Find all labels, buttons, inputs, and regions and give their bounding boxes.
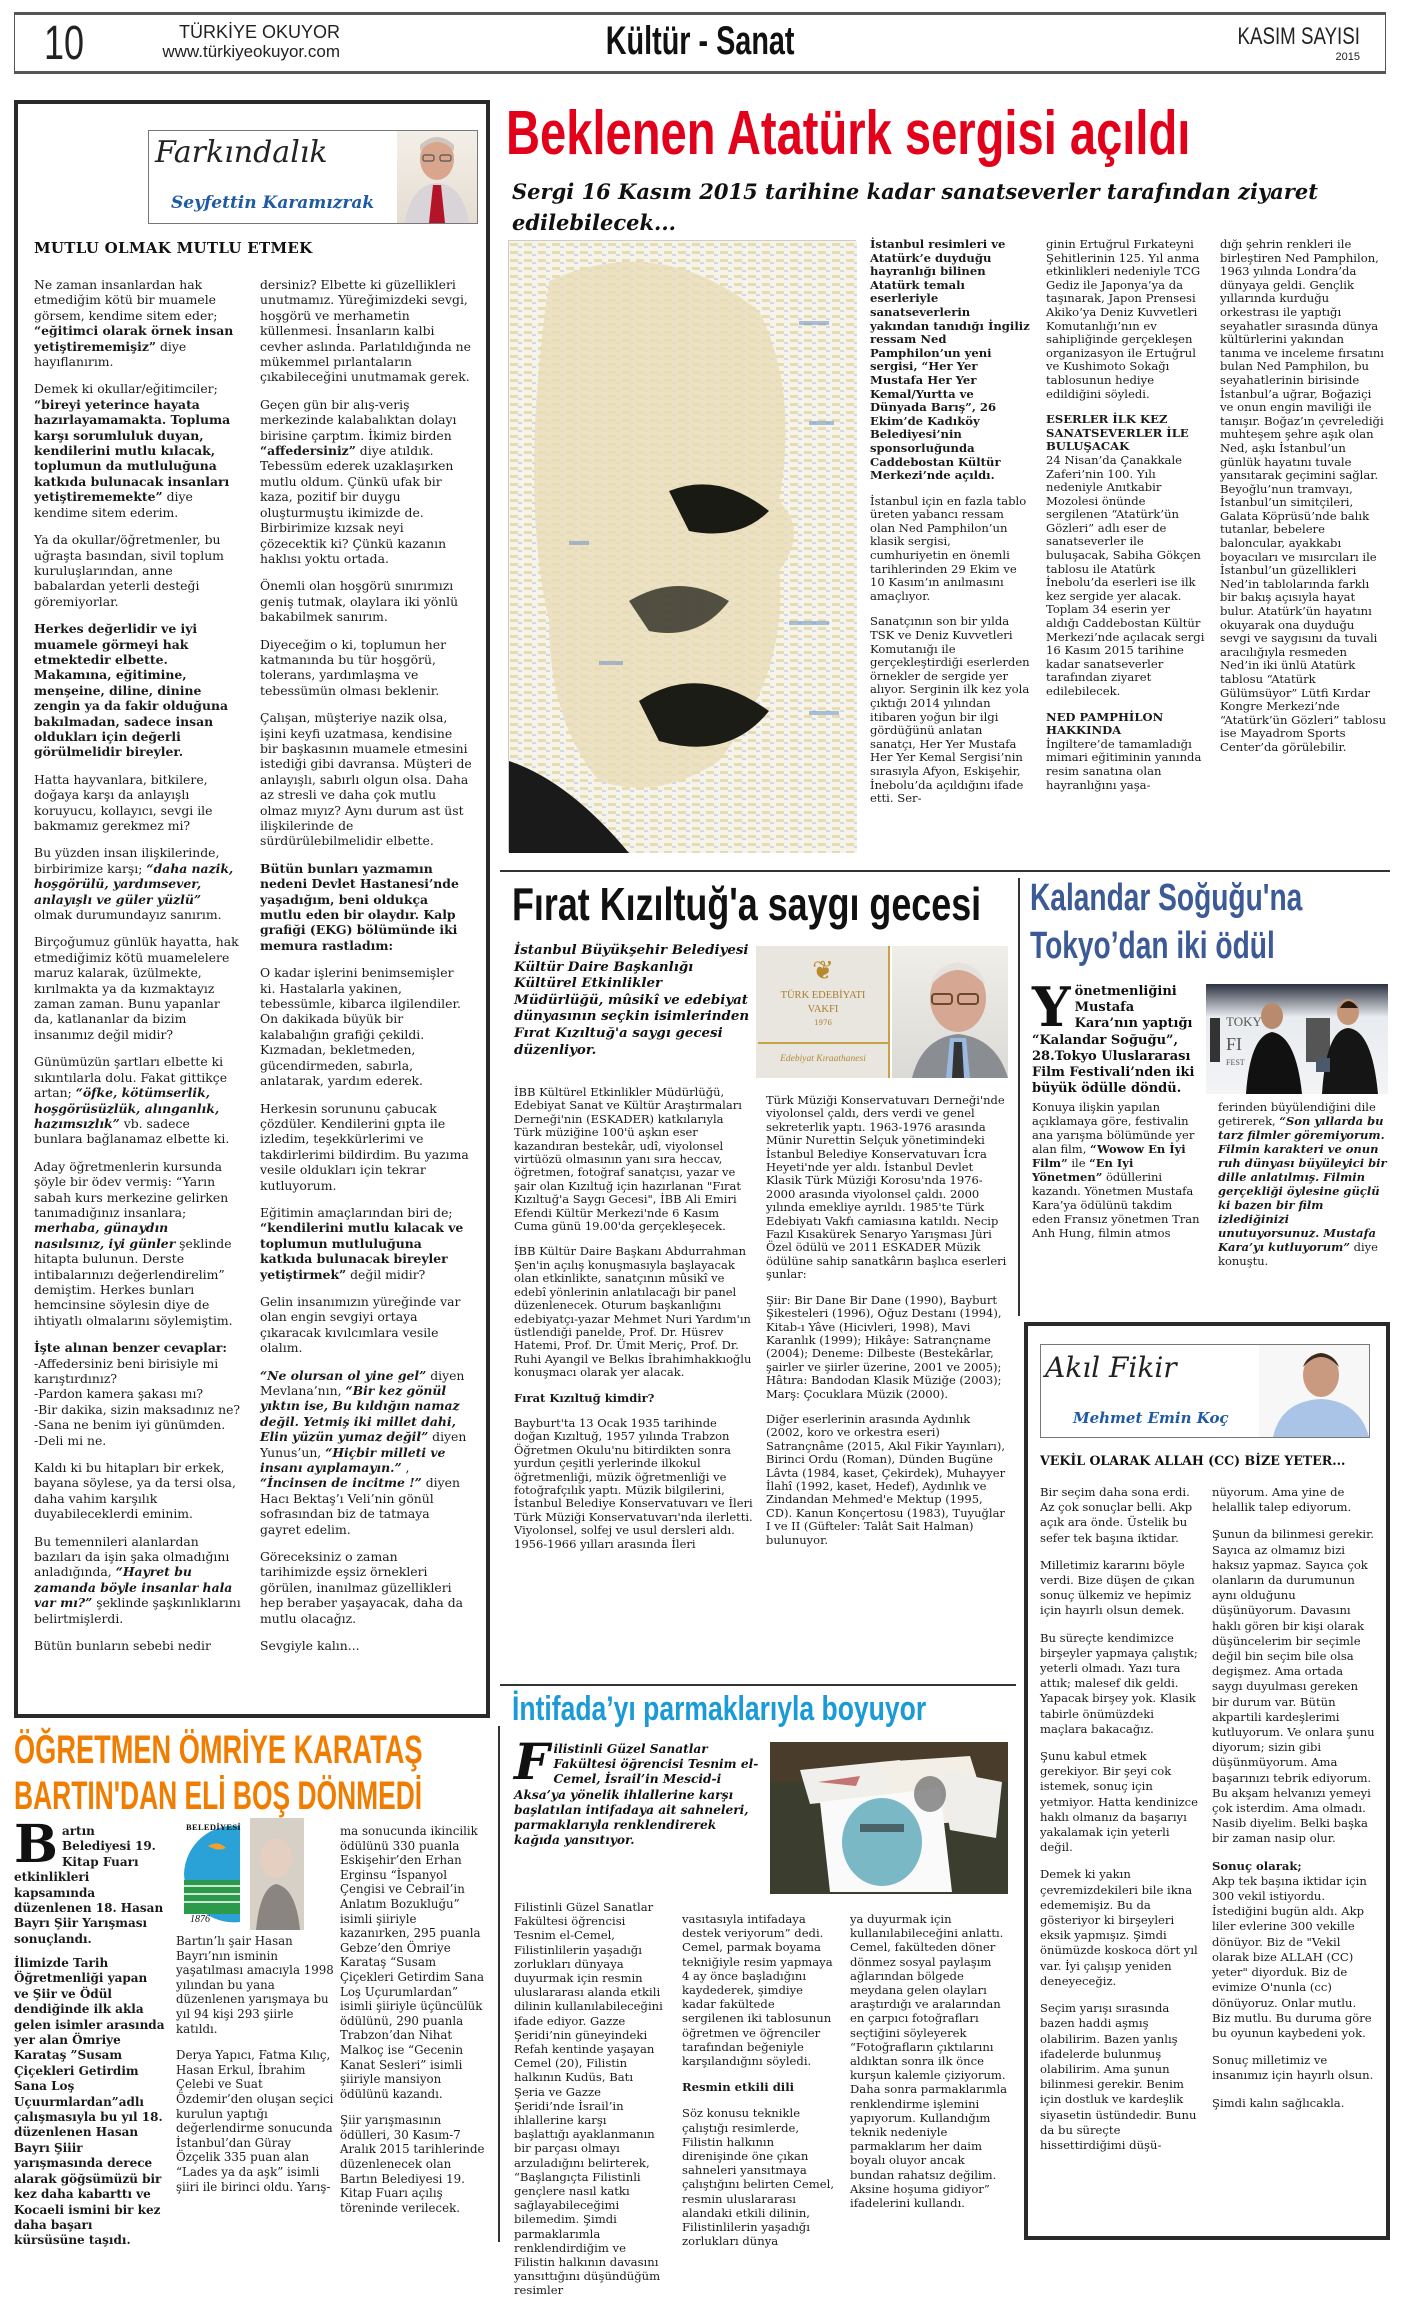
text-run: Herkesin sorununu çabucak çözdüler. Kendilerini gıpta ile izledim, teşekkürlerimi ve takdirlerimi bildirdim. Bu yazıma vesile oldukları için tekrar kutluyorum. (260, 1100, 469, 1193)
text-run: Demek ki okullar/eğitimciler; (34, 381, 218, 397)
paragraph (1032, 1100, 1200, 1240)
text-run: diyen Yunus’un, (260, 1429, 467, 1460)
bold-italic-text: “daha nazik, hoşgörülü, yardımsever, anlayışlı ve güler yüzlü” (34, 860, 234, 907)
ataturk-body-col3 (1220, 238, 1388, 767)
karatas-lead: Bartın Belediyesi 19. Kitap Fuarı etkinlikleri kapsamında düzenlenen 18. Hasan Bayrı Şiir Yarışması sonuçlandı. (14, 1814, 164, 1946)
paragraph (1212, 1527, 1376, 1846)
vakif-year: 1976 (814, 1019, 832, 1027)
column-author: Seyfettin Karamızrak (171, 193, 375, 213)
text-run: Gelin insanımızın yüreğinde var olan engin sevgiyi ortaya çıkaracak kıvılcımlara vesile olalım. (260, 1293, 461, 1356)
text-run: Kaldı ki bu hitapları bir erkek, bayana söylese, ya da tersi olsa, daha vahim karşılık duyabileceklerdi eminim. (34, 1460, 236, 1522)
text-run: Demek ki yakın çevremizdekileri bile ikna edememişiz. Bu da gösteriyor ki birşeyleri eksik yapmışız. Şimdi önümüzde koskoca dört yıl var. İyi çalışıp yeniden deneyeceğiz. (1040, 1867, 1198, 1988)
lead-intifada: Filistinli Güzel Sanatlar Fakültesi öğrencisi Tesnim el-Cemel, İsrail’in Mescid-i Aksa’ya yönelik ihlallerine karşı başlatılan intifadaya ait sahneleri, parmaklarıyla renklendirerek kağıda yansıtıyor. (514, 1732, 759, 1848)
vakif-subname: VAKFI (807, 1004, 839, 1015)
author-portrait (1259, 1345, 1369, 1437)
karatas-body-col2 (176, 1934, 336, 2206)
paragraph (514, 1417, 754, 1551)
bartin-logo-and-portrait (178, 1818, 304, 1930)
bold-text: İstanbul resimleri ve Atatürk’e duyduğu hayranlığı bilinen Atatürk temalı eserleriyle sanatseverlerin yakından tanıdığı İngiliz ressam Ned Pamphilon’un yeni sergisi, “Her Yer Mustafa Her Yer Kemal/Yurtta ve Dünyada Barış”, 26 Ekim’de Kadıköy Belediyesi’nin sponsorluğunda Caddebostan Kültür Merkezi’nde açıldı. (870, 237, 1030, 483)
kalandar-body-col1 (1032, 1100, 1200, 1252)
text-run: diye atıldık. Tebessüm ederek uzaklaşırken mutlu oldum. Çünkü ufak bir kaza, pozitif bir duygu oluşturmuştu ikimizde de. Birbirimize kızsak neyi çözecektik ki? Çünkü kazanın haklısı yoktu ortada. (260, 443, 454, 566)
bold-text: “kendilerini mutlu kılacak ve toplumun mutluluğuna katkıda bulunacak bireyler yetiştirmek” (260, 1220, 464, 1282)
text-run: diyen Hacı Bektaş’ı Veli’nin gönül sofrasından biz de tatmaya gayret edelim. (260, 1475, 460, 1537)
text-run: Eğitimin amaçlarından biri de; (260, 1204, 453, 1220)
paragraph (1220, 238, 1388, 755)
ataturk-body-col1 (870, 238, 1030, 818)
kiraathane-sign: Edebiyat Kıraathanesi (780, 1054, 866, 1064)
publication-name: TÜRKİYE OKUYOR (178, 22, 340, 42)
paragraph (260, 397, 472, 566)
paragraph (766, 1094, 1008, 1282)
text-run: Çalışan, müşteriye nazik olsa, işini keyfi uzatmasa, kendisine bir başkasının muamele etmesini istediği gibi davransa. Müşteri de anlayışlı, sabırlı olgun olsa. Daha az stresli ve daha çok mutlu olmaz mıyız? Aynı durum ast üst ilişkilerinde de sürdürülebilmelidir elbette. (260, 710, 472, 849)
bold-text: ESERLER İLK KEZ SANATSEVERLER İLE BULUŞACAK (1046, 412, 1189, 454)
intifada-paintings-photo (770, 1742, 1008, 1894)
text-run: , (401, 1460, 410, 1476)
text-run: Geçen gün bir alış-veriş merkezinde kalabalıktan dolayı birisine çarptım. İkimiz birden (260, 396, 457, 443)
paragraph (870, 238, 1030, 483)
paragraph (766, 1294, 1008, 1401)
text-run: Bütün bunların sebebi nedir (34, 1638, 211, 1654)
text-run: -Sana ne benim iyi günümden. (34, 1417, 226, 1433)
drop-cap: B (14, 1814, 58, 1875)
subheadline-ataturk: Sergi 16 Kasım 2015 tarihine kadar sanatseverler tarafından ziyaret edilebilecek... (512, 179, 1318, 235)
bold-italic-text: “öfke, kötümserlik, hoşgörüsüzlük, alınganlık, hazımsızlık” (34, 1085, 220, 1131)
text-run: ödüllerini kazandı. Yönetmen Mustafa Kara’ya ödülünü takdim eden Fransız yönetmen Tran Anh Hung, filmin atmos (1032, 1170, 1200, 1240)
kalandar-body-col2 (1218, 1100, 1390, 1280)
bold-text: Sonuç olarak; (1212, 1858, 1302, 1873)
festival-backdrop-text2: FI (1226, 1034, 1243, 1054)
paragraph (1040, 2001, 1202, 2153)
page-number: 10 (44, 17, 85, 70)
text-run: Günümüzün şartları elbette ki sıkıntılarla dolu. Fakat gittikçe artan; (34, 1054, 228, 1101)
column-name: Farkındalık (155, 135, 328, 170)
paragraph (514, 1392, 754, 1405)
text-run: Seçim yarışı sırasında bazen haddi aşmış olabilirim. Bazen yanlış ifadelerde bulunmuş olabilirim. Ama şunun bilinmesi gerekir. Benim için dostluk ve kardeşlik siyasetin üstündedir. Bunu da bu süreçte hissettirdiğimi düşü- (1040, 2001, 1197, 2152)
article-body-col1 (34, 277, 242, 1666)
text-run: Bu yüzden insan ilişkilerinde, birbirimize karşı; (34, 845, 220, 876)
kiziltug-portrait (892, 946, 1008, 1078)
text-run: İBB Kültürel Etkinlikler Müdürlüğü, Edebiyat Sanat ve Kültür Araştırmaları Derneği'nin (ESKADER) katkılarıyla Türk müziğine 100'ü aşkın eser kazandıran bestekâr, udî, viyolonsel virtüözü olmasının yanı sıra heccav, öğretmen, fotoğraf sanatçısı, yazar ve şair olan Kızıltuğ için hazırlanan "Fırat Kızıltuğ'a Saygı Gecesi", İBB Ali Emiri Efendi Kültür Merkezi'nde 6 Kasım Cuma günü 19.00'da gerçekleşecek. (514, 1085, 742, 1234)
text-run: şeklinde hitapta bulunun. Derste intibalarınızı değerlendirelim” demiştim. Herkes bunları hemcinsine söylesin diye de ihtiyatlı olmalarını söylemiştim. (34, 1235, 233, 1328)
text-run: ma sonucunda ikincilik ödülünü 330 puanla Eskişehir’den Erhan Erginsu “İspanyol Çengisi ve Cebrail’in Anlatım Bozukluğu” isimli şiiriyle kazanırken, 295 puanla Gebze’den Ömriye Karataş “Susam Çiçekleri Getirdim Sana Loş Uçurumlardan” isimli şiiriyle üçüncülük ödülünü, 290 puanla Trabzon’dan Nihat Malkoç ise “Gecenin Kanat Sesleri” isimli şiiriyle mansiyon ödülünü kazandı. (340, 1824, 485, 2101)
paragraph (260, 637, 472, 699)
bold-italic-text: “Ne olursan ol yine gel” (260, 1367, 427, 1383)
bold-text: “En Iyi Yönetmen” (1032, 1156, 1134, 1184)
paragraph (1046, 711, 1206, 793)
paragraph (260, 1549, 472, 1626)
akil-fikir-body-col1 (1040, 1485, 1202, 2165)
bold-text: “Wowow En İyi Film” (1032, 1142, 1186, 1170)
text-run: Şunun da bilinmesi gerekir. Sayıca az olmamız bizi haksız yapmaz. Sayıca çok olanların da durumunun aynı olduğunu düşünüyorum. Davasını haklı gören bir kişi olarak düşüncelerim bir seçimle değil bin seçim bile olsa degişmez. Ama ortada saygı duyulması gereken bir durum var. Bütün akpartili kardeşlerimi kutluyorum. Ve onlara şunu diyorum; sizin gibi düşünmüyorum. Ama başarınızı tebrik ediyorum. Bu akşam helvanızı yemeyi çok isterdim. Ama olmadı. Nasib diyelim. Belki başka bir zaman nasip olur. (1212, 1527, 1375, 1846)
lead-kalandar: Yönetmenliğini Mustafa Kara’nın yaptığı “Kalandar Soğuğu”, 28.Tokyo Uluslararası Film Festivali’nden iki büyük ödülle döndü. (1032, 975, 1195, 1097)
text-run: Akp tek başına iktidar için 300 vekil istiyordu. İstediğini bugün aldı. Akp liler evlerine 300 vekille dönüyor. Biz de "Vekil olarak bize ALLAH (CC) yeter" diyorduk. Biz de evimize O'nunla (cc) dönüyoruz. Onlar mutlu. Biz mutlu. Bu duruma göre bu oyunun kaybedeni yok. (1212, 1873, 1372, 2040)
text-run: Bu süreçte kendimizce birşeyler yapmaya çalıştık; yeterli olmadı. Yazı tura attık; malesef dik geldi. Yapacak birşey yok. Klasik tabirle önümüzdeki maçlara bakacağız. (1040, 1630, 1198, 1736)
ataturk-portrait-icon (509, 241, 857, 853)
person-photo-icon (892, 946, 1008, 1078)
article-body-col2 (260, 277, 472, 1666)
paragraph (1040, 1749, 1202, 1855)
divider (498, 1726, 500, 2242)
headline-kiziltug: Fırat Kızıltuğ'a saygı gecesi (512, 878, 982, 930)
bold-text: NED PAMPHİLON HAKKINDA (1046, 709, 1164, 738)
text-run: diye konuştu. (1218, 1240, 1378, 1268)
text-run: İBB Kültür Daire Başkanı Abdurrahman Şen'in açılış konuşmasıyla başlayacak olan etkinlikte, sanatçının mûsikî ve edebî yönlerinin anlatılacağı bir panel düzenlenecek. Oturum başkanlığını edebiyatçı-yazar Mehmet Nuri Yardım'ın üstlendiği panelde, Prof. Dr. Hüsrev Hatemi, Prof. Dr. Ümit Meriç, Prof. Dr. Ruhi Ayangil ve Belkıs İbrahimhakkıoğlu konuşmacı olarak yer alacak. (514, 1244, 752, 1380)
text-run: Diyeceğim o ki, toplumun her katmanında bu tür hoşgörü, tolerans, yardımlaşma ve tebessümün olması beklenir. (260, 636, 447, 698)
paragraph (514, 1245, 754, 1379)
section-title: Kültür - Sanat (605, 19, 795, 63)
paragraph (870, 495, 1030, 604)
kiziltug-photo (756, 946, 1008, 1078)
paragraph (34, 772, 242, 834)
article-title: VEKİL OLARAK ALLAH (CC) BİZE YETER... (1040, 1453, 1346, 1468)
text-run: vb. sadece bunlara bağlanamaz elbette ki. (34, 1115, 230, 1147)
text-run: Şiir yarışmasının ödülleri, 30 Kasım-7 Aralık 2015 tarihlerinde düzenlenecek olan Bartın Belediyesi 19. Kitap Fuarı açılış töreninde verilecek. (340, 2113, 485, 2215)
column-header-farkindalik (148, 130, 478, 224)
bold-italic-text: “Bir kez gönül yıktın ise, Bu kıldığın namaz değil. Yetmiş iki millet dahi, Elin yüzün yumaz değil” (260, 1383, 460, 1445)
text-run: ferinden büyülendiğini dile getirerek, (1218, 1100, 1376, 1128)
paragraph (34, 277, 242, 369)
text-run: olmak durumundayız sanırım. (34, 907, 222, 923)
bold-italic-text: “Hayret bu zamanda böyle insanlar hala var mı?” (34, 1564, 233, 1611)
intifada-body-col3 (850, 1912, 1012, 2222)
ataturk-painting (508, 240, 856, 852)
bold-italic-text: “İncinsen de incitme !” (260, 1475, 422, 1491)
text-run: Türk Müziği Konservatuvarı Derneği'nde viyolonsel çaldı, ders verdi ve genel sekreterlik yaptı. 1963-1976 arasında Münir Nurettin Selçuk yönetimindeki İstanbul Belediye Konservatuvarı İcra Heyeti'nde yer aldı. İstanbul Devlet Klasik Türk Müziği Korosu'nda 1976-2000 arasında viyolonsel çaldı. 2000 yılında emekliye ayrıldı. 1985'te Türk Edebiyatı Vakfı camiasına katıldı. Necip Fazıl Kısakürek Senaryo Yarışması Jüri Özel ödülü ve 2011 ESKADER Müzik ödülüne sahip sanatkârın başlıca eserleri şunlar: (766, 1093, 1007, 1282)
karatas-body-col1: İlimizde Tarih Öğretmenliği yapan ve Şiir ve Ödül dendiğinde ilk akla gelen isimler arasında yer alan Ömriye Karataş ”Susam Çiçekleri Getirdim Sana Loş Uçuurmlardan”adlı çalışmasıyla bu yıl 18. düzenlenen Hasan Bayrı Şiiir yarışmasında derece alarak göğsümüzü bir kez daha kabarttı ve Kocaeli ismini bir kez daha başarı kürsüsüne taşıdı. (14, 1956, 165, 2248)
drop-cap: Y (1032, 975, 1071, 1039)
paragraph (850, 1912, 1012, 2210)
paragraph (682, 2080, 838, 2094)
text-run: Hatta hayvanlara, bitkilere, doğaya karşı da anlayışlı koruyucu, kollayıcı, sevgi ile bakmamız gerekmez mi? (34, 771, 213, 833)
paragraph (34, 621, 242, 760)
paragraph (682, 2106, 838, 2248)
text-run: Şunu kabul etmek gerekiyor. Bir şeyi cok istemek, sonuç için yetmiyor. Hatta kendinizce haklı olmanız da başarıyı yakalamak için yeterli değil. (1040, 1749, 1198, 1855)
paragraph (766, 1413, 1008, 1547)
paragraph (34, 1638, 242, 1653)
vakif-sign (756, 946, 890, 1078)
text-run: şeklinde şaşkınlıklarını belirtmişlerdi. (34, 1595, 241, 1626)
paragraph (682, 1912, 838, 2068)
lead-kiziltug: İstanbul Büyükşehir Belediyesi Kültür Daire Başkanlığı Kültürel Etkinlikler Müdürlüğü, mûsikî ve edebiyat dünyasının seçkin isimlerinden Fırat Kızıltuğ'a saygı gecesi düzenliyor. (514, 942, 750, 1058)
paragraph (340, 2113, 490, 2215)
paragraph (260, 1294, 472, 1356)
column-name: Akıl Fikir (1045, 1351, 1177, 1384)
divider (500, 1684, 1016, 1686)
bold-text: “eğitimci olarak örnek insan yetiştirememişiz” (34, 323, 234, 354)
akil-fikir-body-col2 (1212, 1485, 1376, 2123)
text-run: Sevgiyle kalın... (260, 1638, 360, 1654)
headline-karatas-line1: ÖĞRETMEN ÖMRİYE KARATAŞ (14, 1728, 423, 1772)
finger-paintings-icon (770, 1742, 1008, 1894)
author-portrait (397, 131, 477, 223)
sign-border (758, 1042, 888, 1044)
paragraph (260, 861, 472, 953)
paragraph (34, 934, 242, 1042)
kiziltug-body-col1 (514, 1086, 754, 1563)
text-run: İstanbul için en fazla tablo üreten yabancı ressam olan Ned Pamphilon’un klasik sergisi, cumhuriyetin en önemli tarihlerinden 29 Ekim ve 10 Kasım’ın anılmasını amaçlıyor. (870, 493, 1027, 603)
paragraph (1046, 238, 1206, 401)
text-run: İngiltere’de tamamladığı mimari eğitiminin yanında resim sanatına olan hayranlığını yaşa- (1046, 736, 1202, 792)
text-run: Diğer eserlerinin arasında Aydınlık (2002, koro ve orkestra eseri) Satrançnâme (2015, Akıl Fikir Yayınları), Birinci Ordu (Roman), Dünden Bugüne Lâvta (1984, kaset, Çekirdek), Muhayyer İlahî (1992, kaset, Hedef), Aydınlık ve Zindandan Mehmed'e Mektup (1995, CD). Kanun Konçertosu (1983), Tuyuğlar I ve II (Güfteler: Talât Sait Halman) bulunuyor. (766, 1411, 1006, 1547)
paragraph (176, 2048, 336, 2194)
paragraph (1040, 1867, 1202, 1989)
intifada-body-col1 (514, 1900, 664, 2310)
paragraph (260, 1205, 472, 1282)
text-run: dersiniz? Elbette ki güzellikleri unutmamız. Yüreğimizdeki sevgi, hoşgörü ve merhametin küllenmesi. İnsanların kalbi cevher aslında. Parlatıldığında ne mükemmel pırlantaların çıkabileceğini unutmamak gerek. (260, 277, 471, 385)
column-author: Mehmet Emin Koç (1073, 1409, 1229, 1427)
text-run: diyen Mevlana’nın, (260, 1367, 465, 1398)
text-run: Derya Yapıcı, Fatma Kılıç, Hasan Erkul, İbrahim Çelebi ve Suat Özdemir’den oluşan seçici kurulun yaptığı değerlendirme sonucunda İstanbul’dan Güray Özçelik 335 puan alan “Lades ya da aşk” isimli şiiri ile birinci oldu. Yarış- (176, 2048, 334, 2194)
text-run: değil midir? (346, 1266, 426, 1282)
bold-text: Resmin etkili dili (682, 2080, 795, 2095)
text-run: Aday öğretmenlerin kursunda şöyle bir ödev vermiş: “Yarın sabah kurs merkezine gelirken tanımadığınız insanlara; (34, 1158, 229, 1220)
bold-italic-text: “Son yıllarda bu tarz filmler göremiyorum. Filmin karakteri ve onun ruh dünyası büyüleyici bir dille anlatılmış. Filmin gerçekliği öylesine güçlü ki bazen bir film izlediğinizi unutuyorsunuz. Mustafa Kara’yı kutluyorum” (1218, 1114, 1387, 1254)
issue-label: KASIM SAYISI (1237, 23, 1360, 50)
award-ceremony-icon (1206, 984, 1388, 1094)
text-run: -Affedersiniz beni birisiyle mi karıştırdınız? (34, 1355, 219, 1386)
bold-text: “affedersiniz” (260, 443, 356, 459)
text-run: Milletimiz kararını böyle verdi. Bize düşen de çıkan sonuç ülkemiz ve hepimiz için hayırlı olsun demek. (1040, 1557, 1195, 1618)
paragraph (260, 277, 472, 385)
text-run: Bir seçim daha sona erdi. Az çok sonuçlar belli. Akp açık ara önde. Üstelik bu sefer tek başına iktidar. (1040, 1485, 1193, 1545)
paragraph (34, 532, 242, 609)
text-run: Sanatçının son bir yılda TSK ve Deniz Kuvvetleri Komutanığı ile gerçekleştirdiği eserlerden örnekler de sergide yer alıyor. Serginin ilk kez yola çıktığı 2014 yılından itibaren yoğun bir ilgi gördüğünü anlatan sanatçı, Her Yer Mustafa Her Yer Kemal Sergisi’nin sırasıyla Afyon, Eskişehir, İnebolu’da açıldığını ifade etti. Ser- (870, 614, 1030, 806)
text-run: ya duyurmak için kullanılabileceğini anlattı. Cemel, fakülteden döner dönmez sosyal paylaşım ağlarından bölgede meydana gelen olayları araştırdığı ve aralarından en çarpıcı fotoğrafları seçtiğini söyleyerek “Fotoğrafların çıktılarını aldıktan sonra ilk önce kurşun kalemle çiziyorum. Daha sonra parmaklarımla renklendirme işlemini yapıyorum. Kullandığım teknik nedeniyle parmaklarım her daim boyalı oluyor ancak bundan rahatsız değilim. Aksine hoşuma gidiyor” ifadelerini kullandı. (850, 1912, 1008, 2211)
headline-intifada: İntifada’yı parmaklarıyla boyuyor (512, 1690, 927, 1728)
festival-backdrop-text: TOKY (1226, 1014, 1262, 1029)
text-run: Sonuç milletimiz ve insanımız için hayırlı olsun. (1212, 2053, 1374, 2083)
drop-cap: F (514, 1732, 550, 1791)
text-run: diye kendime sitem ederim. (34, 489, 193, 520)
paragraph (34, 1054, 242, 1146)
text-run: diye hayıflanırım. (34, 338, 187, 370)
paragraph (34, 1460, 242, 1522)
logo-year: 1876 (190, 1914, 210, 1925)
logo-text: BELEDİYESİ (186, 1822, 241, 1832)
headline-karatas-line2: BARTIN'DAN ELİ BOŞ DÖNMEDİ (14, 1774, 423, 1818)
headline-kalandar-line1: Kalandar Soğuğu'na (1030, 877, 1303, 919)
paragraph (260, 1368, 472, 1537)
headline-kalandar-line2: Tokyo’dan iki ödül (1030, 925, 1275, 967)
paragraph (1040, 1631, 1202, 1737)
bold-text: Fırat Kızıltuğ kimdir? (514, 1390, 655, 1405)
text-run: nüyorum. Ama yine de helallik talep ediyorum. (1212, 1485, 1352, 1515)
paragraph (260, 965, 472, 1088)
paragraph (34, 845, 242, 922)
text-run: vasıtasıyla intifadaya destek veriyorum” dedi. Cemel, parmak boyama tekniğiyle resim yapmaya 4 ay önce başladığını kaydederek, şimdiye kadar fakültede sergilenen iki tablosunun öğretmen ve öğrenciler tarafından beğeniyle karşılandığını söyledi. (682, 1912, 833, 2069)
text-run: O kadar işlerini benimsemişler ki. Hastalarla yakinen, tebessümle, kibarca ilgilendiler. On dakikada büyük bir kalabalığın grafiği çekildi. Kızmadan, bekletmeden, gücendirmeden, sabırla, anlatarak, yardım ederek. (260, 965, 461, 1089)
text-run: 24 Nisan’da Çanakkale Zaferi’nin 100. Yılı nedeniyle Anıtkabir Mozolesi önünde sergilenen “Atatürk’ün Gözleri” adlı eser de sanatseverler ile buluşacak, Sabiha Gökçen tablosu ile Atatürk İnebolu’da eserleri ise ilk kez sergide yer alacak. Toplam 34 eserin yer aldığı Caddebostan Kültür Merkezi’nde açılacak sergi 16 Kasım 2015 tarihine kadar sanatseverler tarafından ziyaret edilebilecek. (1046, 452, 1205, 698)
paragraph (1212, 2053, 1376, 2083)
issue-info (1203, 24, 1360, 64)
paragraph (1040, 1485, 1202, 1546)
paragraph (34, 1159, 242, 1328)
publication-website[interactable]: www.türkiyeokuyor.com (162, 42, 340, 61)
author-photo-icon (1259, 1345, 1369, 1437)
paragraph (1046, 413, 1206, 698)
bold-italic-text: merhaba, günaydın nasılsınız, iyi günler (34, 1220, 176, 1251)
text-run: -Bir dakika, sizin maksadınız ne? (34, 1401, 241, 1417)
paragraph (1212, 2096, 1376, 2111)
vakif-logo-icon: ❦ (812, 956, 834, 986)
text-run: Göreceksiniz o zaman tarihimizde eşsiz örnekleri görülen, inanılmaz güzellikleri hep beraber yaşayacak, daha da mutlu olacağız. (260, 1549, 464, 1626)
bold-text: “bireyi yeterince hayata hazırlayamamakta. Topluma karşı sorumluluk duyan, kendilerini mutlu kılacak, toplumun da mutluluğuna katkıda bulunacak insanları yetiştirememekte” (34, 396, 231, 505)
paragraph (1212, 1859, 1376, 2041)
text-run: Şiir: Bir Dane Bir Dane (1990), Bayburt Şikesteleri (1996), Oğuz Destanı (1994), Kitab-ı Yâve (Hicivleri, 1998), Mavi Karanlık (1999); Hikâye: Satrançname (2004); Deneme: Dilbeste (Bestekârlar, şairler ve şiirler üzerine, 2001 ve 2005); Hâtıra: Bandodan Klasik Müziğe (2003); Marş: Çocuklara Müzik (2000). (766, 1292, 1002, 1401)
text-run: ginin Ertuğrul Fırkateyni Şehitlerinin 125. Yıl anma etkinlikleri nedeniyle TCG Gediz ile Japonya’ya da taşınarak, Japon Prensesi Akiko’ya Deniz Kuvvetleri Komutanlığı’nın ev sahipliğinde gerçekleşen organizasyon ile Ertuğrul ve Kushimoto Sokağı tablosunun hediye edildiğini söyledi. (1046, 237, 1201, 401)
paragraph (340, 1824, 490, 2101)
text-run: dığı şehrin renkleri ile birleştiren Ned Pamphilon, 1963 yılında Londra’da dünyaya geldi. Gençlik yıllarında kurduğu orkestrası ile yaptığı seyahatler sırasında dünya kültürlerini yakından tanıma ve inceleme fırsatını bulan Ned Pamphilon, bu seyahatlerinin birisinde İstanbul’a uğrar, Boğaziçi ve onun engin maviliği ile tanışır. Boğaz’ın çevrelediği muhteşem şehre aşık olan Ned, aşkı İstanbul’un günlük hayatını tuvale yansıtarak geçimini sağlar. Beyoğlu’nun tramvayı, İstanbul’un simitçileri, Galata Köprüsü’nde balık tutanlar, bebelere baloncular, ayakkabı boyacıları ve mısırcıları ile İstanbul’un güzellikleri Ned’in tablolarında farklı bir bakış açısıyla hayat bulur. Atatürk’ün hayatını okuyarak ona duyduğu sevgi ve saygısını da tuvali aracılığıyla resmeden Ned’in iki ünlü Atatürk tablosu “Atatürk Gülümsüyor” Lütfi Kırdar Kongre Merkezi’nde “Atatürk’ün Gözleri” tablosu ise Mayadrom Sports Center’da görülebilir. (1220, 237, 1387, 754)
author-photo-icon (397, 131, 477, 223)
paragraph (260, 578, 472, 624)
bold-italic-text: “Hiçbir milleti ve insanı ayıplamayın.” (260, 1444, 446, 1476)
text-run: -Pardon kamera şakası mı? (34, 1386, 204, 1402)
text-run: Konuya ilişkin yapılan açıklamaya göre, festivalin ana yarışma bölümünde yer alan film, (1032, 1100, 1195, 1156)
text-run: Bayburt'ta 13 Ocak 1935 tarihinde doğan Kızıltuğ, 1957 yılında Trabzon Öğretmen Okulu'nu bitirdikten sonra yurdun çeşitli yerlerinde ilkokul öğretmenliği, müzik öğretmenliği ve fotoğrafçılık yaptı. Müzik bilgilerini, İstanbul Belediye Konservatuvarı ve İleri Türk Müziği Konservatuvarı'nda ilerletti. Viyolonsel, solfej ve usul dersleri aldı. 1956-1966 yılları arasında İleri (514, 1415, 753, 1551)
kiziltug-body-col2 (766, 1094, 1008, 1559)
karatas-body-col3 (340, 1824, 490, 2227)
text-run: Ne zaman insanlardan hak etmediğim kötü bir muamele görsem, kendime sitem eder; (34, 277, 218, 323)
issue-year: 2015 (1335, 51, 1360, 63)
paragraph (1212, 1485, 1376, 1515)
text-run: Şimdi kalın sağlıcakla. (1212, 2095, 1345, 2110)
article-title: MUTLU OLMAK MUTLU ETMEK (34, 239, 313, 257)
intifada-body-col2 (682, 1912, 838, 2260)
text-run: -Deli mi ne. (34, 1432, 107, 1448)
vakif-name: TÜRK EDEBİYATI (780, 990, 866, 1001)
text-run: Bu temennileri alanlardan bazıları da işin şaka olmadığını anladığında, (34, 1533, 230, 1580)
text-run: Bartın’lı şair Hasan Bayrı’nın isminin yaşatılması amacıyla 1998 yılından bu yana düzenlenen yarışmaya bu yıl 94 kişi 293 şiirle katıldı. (176, 1934, 334, 2036)
text-run: Önemli olan hoşgörü sınırımızı geniş tutmak, olaylara iki yönlü bakabilmek sanırım. (260, 578, 459, 625)
text-run: Birçoğumuz günlük hayatta, hak etmediğimiz kötü muamelelere maruz kalarak, üzülmekte, kırılmakta ya da kızmaktayız zaman zaman. Bunu yapanlar da, katlananlar da bizim insanımız değil midir? (34, 934, 239, 1042)
bold-text: İşte alınan benzer cevaplar: (34, 1340, 227, 1356)
paragraph (514, 1900, 664, 2298)
paragraph (260, 1101, 472, 1193)
paragraph (1040, 1558, 1202, 1619)
ataturk-body-col2 (1046, 238, 1206, 804)
bold-text: Bütün bunları yazmamın nedeni Devlet Hastanesi’nde yaşadığım, beni oldukça mutlu eden bir olaydır. Kalp grafiği (EKG) bölümünde iki memura rastladım: (260, 860, 459, 953)
festival-backdrop-text3: FEST (1226, 1058, 1245, 1067)
award-photo (1206, 984, 1388, 1094)
divider (1018, 878, 1020, 1316)
bold-text: Herkes değerlidir ve iyi muamele görmeyi hak etmektedir elbette. Makamına, eğitimine, menşeine, diline, dinine zengin ya da fakir olduğuna bakılmadan, sadece insan oldukları için değerli görülmelidir bireyler. (34, 621, 229, 760)
paragraph (176, 1934, 336, 2036)
text-run: Ya da okullar/öğretmenler, bu uğraşta basından, sivil toplum kuruluşlarından, anne babalardan yeterli desteği göremiyorlar. (34, 532, 224, 609)
paragraph (870, 615, 1030, 805)
text-run: Filistinli Güzel Sanatlar Fakültesi öğrencisi Tesnim el-Cemel, Filistinlilerin yaşadığı zorlukları dünyaya duyurmak için resmin uluslararası alanda etkili dilinin kullanılabileceğini ifade ediyor. Gazze Şeridi’nin güneyindeki Refah kentinde yaşayan Cemel (20), Filistin halkının Kudüs, Batı Şeria ve Gazze Şeridi’nde İsrail’in ihlallerine karşı başlattığı ayaklanmanın bir parçası olmayı arzuladığını belirterek, “Başlangıçta Filistinli gençlere nasıl katkı sağlayabileceğimi bilemedim. Şimdi parmaklarımla renklendirdiğim ve Filistin halkının davasını yansıttığını düşündüğüm resimler (514, 1900, 663, 2298)
paragraph (260, 710, 472, 849)
column-header-akil-fikir (1040, 1344, 1370, 1438)
paragraph (34, 381, 242, 520)
paragraph (1218, 1100, 1390, 1268)
paragraph (34, 1340, 242, 1448)
paragraph (260, 1638, 472, 1653)
paragraph (514, 1086, 754, 1233)
text-run: Söz konusu teknikle çalıştığı resimlerde, Filistin halkının direnişinde öne çıkan sahneleri yansıtmaya çalıştığını belirten Cemel, resmin uluslararası alandaki etkili dilinin, Filistinlilerin yaşadığı zorlukları dünya (682, 2106, 835, 2249)
paragraph (34, 1534, 242, 1626)
divider (500, 870, 1390, 872)
text-run: ile (1067, 1156, 1090, 1170)
headline-ataturk: Beklenen Atatürk sergisi açıldı (506, 99, 1191, 168)
